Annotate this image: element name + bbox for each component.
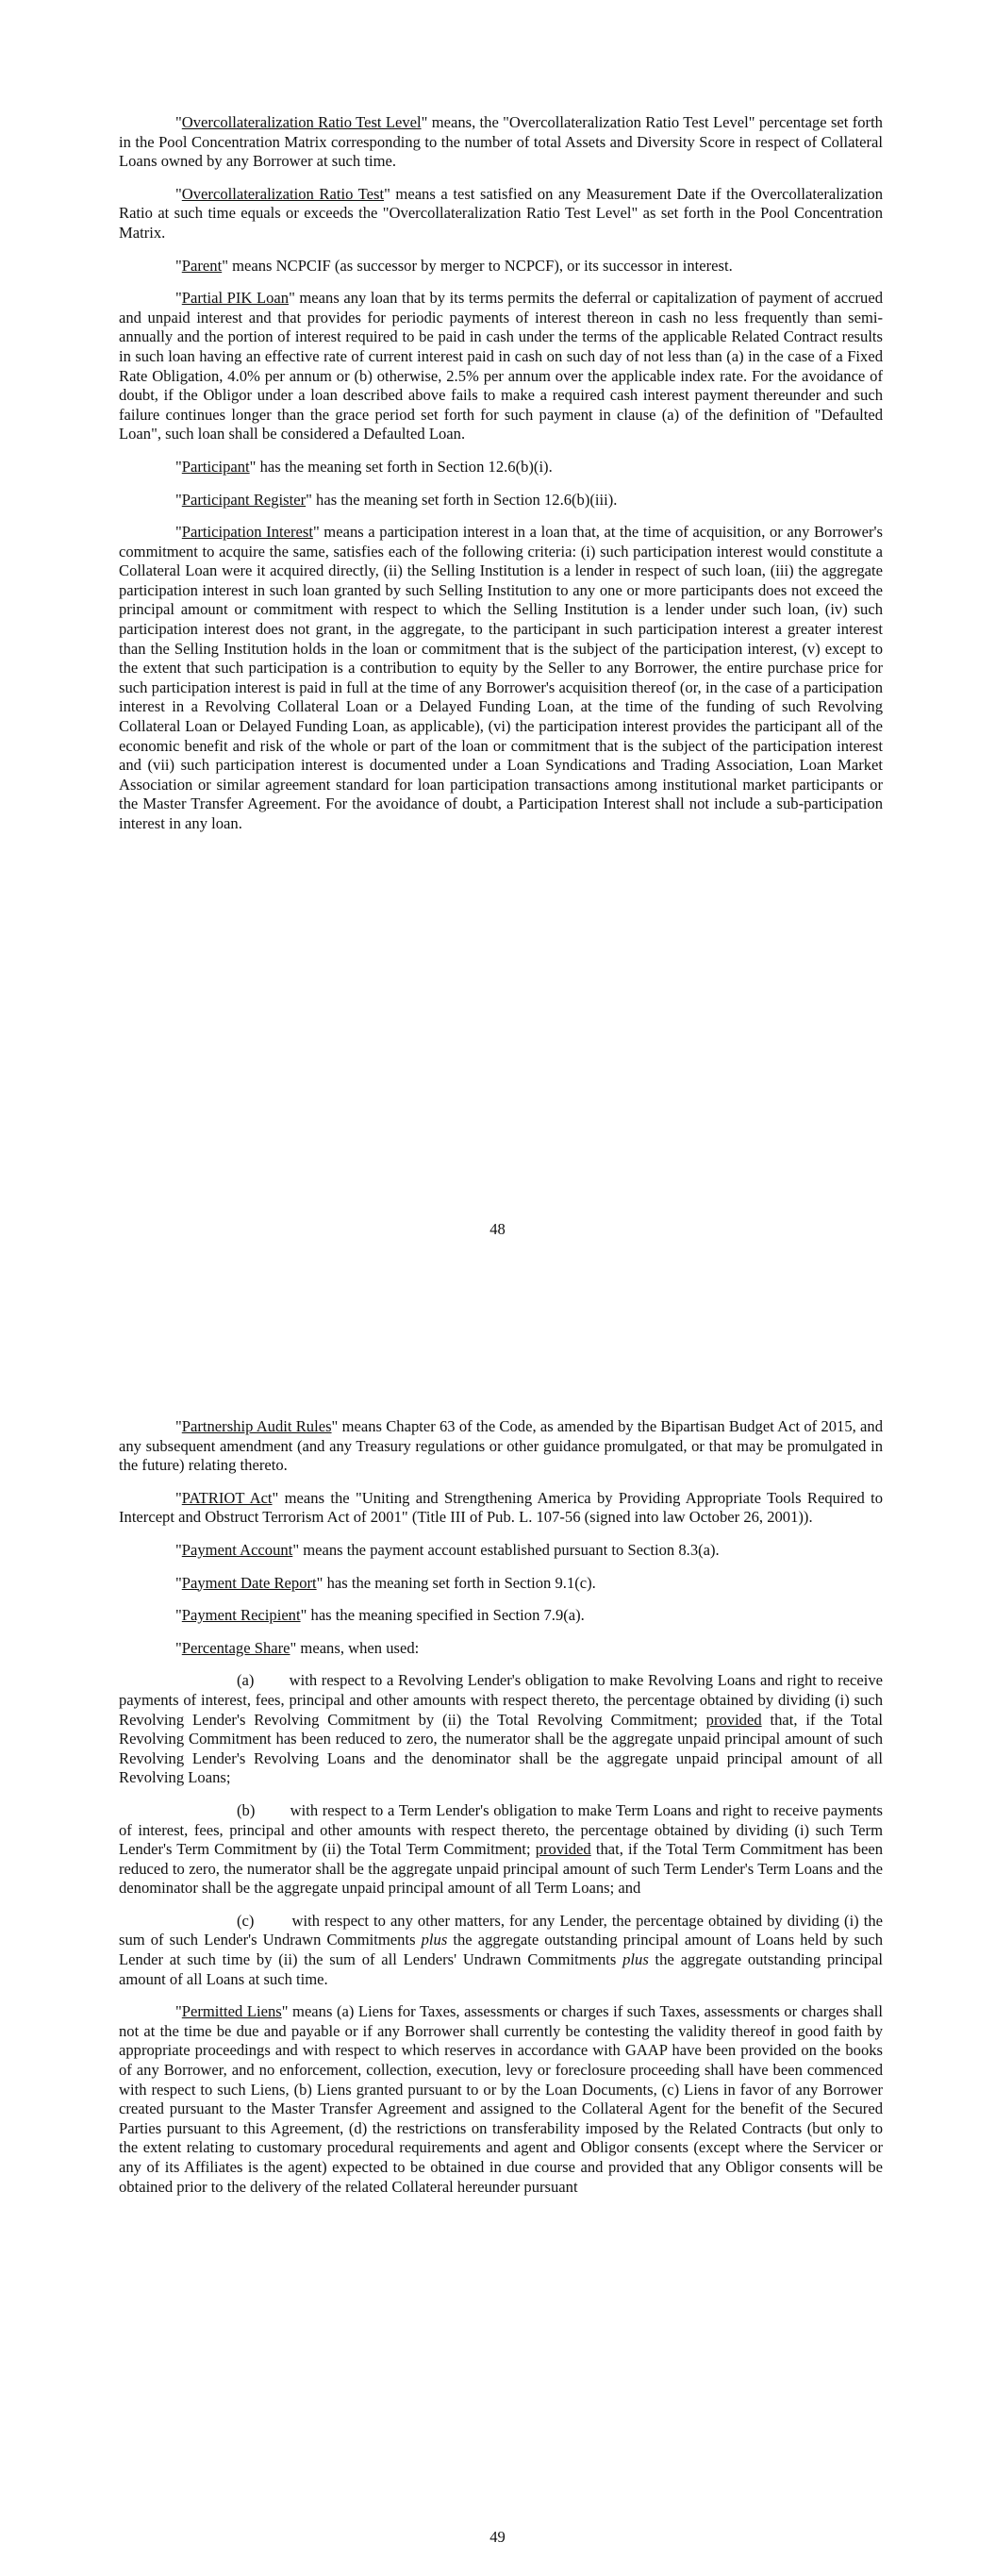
provided-term: provided (535, 1840, 591, 1859)
defined-term: Overcollateralization Ratio Test (181, 184, 385, 203)
definition-partial-pik-loan: "Partial PIK Loan" means any loan that by its terms permits the deferral or capitalization of payment of accrued and unpaid interest and that provides for periodic payments of interest thereon in cash no less frequently than semi-annually and the portion of interest required to be paid in cash under the terms of the applicable Related Contract results in such loan having an effective rate of current interest paid in cash on such day of not less than (a) in the case of a Fixed Rate Obligation, 4.0% per annum or (b) otherwise, 2.5% per annum over the applicable index rate. For the avoidance of doubt, if the Obligor under a loan described above fails to make a required cash interest payment thereunder and such failure continues longer than the grace period set forth for such payment in clause (a) of the definition of "Defaulted Loan", such loan shall be considered a Defaulted Loan. (119, 289, 883, 443)
definition-patriot-act: "PATRIOT Act" means the "Uniting and Strengthening America by Providing Appropriate Tools Required to Intercept and Obstruct Terrorism Act of 2001" (Title III of Pub. L. 107-56 (signed into law October 26, 2001)). (119, 1488, 883, 1527)
defined-term: Participation Interest (181, 523, 313, 542)
provided-term: provided (705, 1710, 762, 1729)
definition-overcollateralization-ratio-test: "Overcollateralization Ratio Test" means a test satisfied on any Measurement Date if the Overcollateralization Ratio at such time equals or exceeds the "Overcollateralization Ratio Test Level" as set forth in the Pool Concentration Matrix. (119, 184, 883, 242)
defined-term: Overcollateralization Ratio Test Level (181, 113, 422, 131)
plus-term: plus (421, 1931, 448, 1949)
defined-term: Payment Account (181, 1540, 293, 1559)
percentage-share-clause-b: (b) with respect to a Term Lender's obligation to make Term Loans and right to receive payments of interest, fees, principal and other amounts with respect thereto, the percentage obtained by dividing (i) such Term Lender's Term Commitment by (ii) the Total Term Commitment; provided that, if the Total Term Commitment has been reduced to zero, the numerator shall be the aggregate unpaid principal amount of such Term Lender's Term Loans and the denominator shall be the aggregate unpaid principal amount of all Term Loans; and (119, 1800, 884, 1898)
definition-payment-recipient: "Payment Recipient" has the meaning specified in Section 7.9(a). (175, 1606, 585, 1625)
definition-participant: "Participant" has the meaning set forth in Section 12.6(b)(i). (175, 457, 553, 476)
defined-term: Participant Register (181, 490, 307, 509)
defined-term: Parent (181, 256, 223, 275)
defined-term: Partnership Audit Rules (181, 1417, 332, 1435)
defined-term: Payment Recipient (181, 1606, 301, 1625)
percentage-share-clause-a: (a) with respect to a Revolving Lender's obligation to make Revolving Loans and right to receive payments of interest, fees, principal and other amounts with respect thereto, the percentage obtained by dividing (i) such Revolving Lender's Revolving Commitment by (ii) the Total Revolving Commitment; provided that, if the Total Revolving Commitment has been reduced to zero, the numerator shall be the aggregate unpaid principal amount of such Revolving Lender's Revolving Loans and the denominator shall be the aggregate unpaid principal amount of all Revolving Loans; (119, 1671, 884, 1787)
definition-permitted-liens: "Permitted Liens" means (a) Liens for Taxes, assessments or charges if such Taxes, assessments or charges shall not at the time be due and payable or if any Borrower shall currently be contesting the validity thereof in good faith by appropriate proceedings and with respect to which reserves in accordance with GAAP have been provided on the books of any Borrower, and no enforcement, collection, execution, levy or foreclosure proceeding shall have been commenced with respect to such Liens, (b) Liens granted pursuant to or by the Loan Documents, (c) Liens in favor of any Borrower created pursuant to the Master Transfer Agreement and assigned to the Collateral Agent for the benefit of the Secured Parties pursuant to this Agreement, (d) the restrictions on transferability imposed by the Related Contracts (but only to the extent relating to customary procedural requirements and agent and Obligor consents (except where the Servicer or any of its Affiliates is the agent) expected to be obtained in due course and provided that any Obligor consents will be obtained prior to the delivery of the related Collateral hereunder pursuant (119, 2002, 883, 2196)
plus-term: plus (622, 1950, 649, 1969)
definition-payment-account: "Payment Account" means the payment account established pursuant to Section 8.3(a). (175, 1540, 720, 1559)
percentage-share-clause-c: (c) with respect to any other matters, for any Lender, the percentage obtained by dividing (i) the sum of such Lender's Undrawn Commitments plus the aggregate outstanding principal amount of Loans held by such Lender at such time by (ii) the sum of all Lenders' Undrawn Commitments plus the aggregate outstanding principal amount of all Loans at such time. (119, 1911, 883, 1988)
page-48 (119, 113, 883, 847)
page-number: 48 (489, 1220, 506, 1238)
defined-term: PATRIOT Act (181, 1488, 273, 1507)
definition-participant-register: "Participant Register" has the meaning set forth in Section 12.6(b)(iii). (175, 490, 618, 509)
defined-term: Percentage Share (181, 1638, 290, 1657)
defined-term: Participant (181, 457, 250, 476)
clause-label: (a) (237, 1671, 255, 1690)
defined-term: Permitted Liens (181, 2002, 282, 2021)
definition-participation-interest: "Participation Interest" means a participation interest in a loan that, at the time of acquisition, or any Borrower's commitment to acquire the same, satisfies each of the following criteria: (i) such participation interest would constitute a Collateral Loan were it acquired directly, (ii) the Selling Institution is a lender in respect of such loan, (iii) the aggregate participation interest in such loan granted by such Selling Institution to any one or more participants does not exceed the principal amount or commitment with respect to which the Selling Institution is a lender under such loan, (iv) such participation interest does not grant, in the aggregate, to the participant in such participation interest a greater interest than the Selling Institution holds in the loan or commitment that is the subject of the participation interest, (v) except to the extent that such participation is a contribution to equity by the Seller to any Borrower, the entire purchase price for such participation interest is paid in full at the time of any Borrower's acquisition thereof (or, in the case of a participation interest in a Revolving Collateral Loan or a Delayed Funding Loan, at the time of the funding of such Revolving Collateral Loan or Delayed Funding Loan, as applicable), (vi) the participation interest provides the participant all of the economic benefit and risk of the whole or part of the loan or commitment that is the subject of the participation interest and (vii) such participation interest is documented under a Loan Syndications and Trading Association, Loan Market Association or similar agreement standard for loan participation transactions among institutional market participants or the Master Transfer Agreement. For the avoidance of doubt, a Participation Interest shall not include a sub-participation interest in any loan. (119, 523, 883, 832)
definition-parent: "Parent" means NCPCIF (as successor by merger to NCPCF), or its successor in interest. (175, 256, 733, 275)
definition-percentage-share: "Percentage Share" means, when used: (175, 1638, 420, 1657)
defined-term: Payment Date Report (181, 1573, 317, 1592)
clause-label: (c) (237, 1911, 255, 1930)
page-49 (119, 1417, 883, 2210)
definition-partnership-audit-rules: "Partnership Audit Rules" means Chapter 63 of the Code, as amended by the Bipartisan Budget Act of 2015, and any subsequent amendment (and any Treasury regulations or other guidance promulgated, or that may be promulgated in the future) relating thereto. (119, 1417, 883, 1475)
definition-overcollateralization-ratio-test-level: "Overcollateralization Ratio Test Level" means, the "Overcollateralization Ratio Test Level" percentage set forth in the Pool Concentration Matrix corresponding to the number of total Assets and Diversity Score in respect of Collateral Loans owned by any Borrower at such time. (119, 113, 883, 171)
defined-term: Partial PIK Loan (181, 289, 290, 308)
definition-payment-date-report: "Payment Date Report" has the meaning set forth in Section 9.1(c). (175, 1573, 596, 1592)
clause-label: (b) (237, 1800, 256, 1819)
page-number: 49 (489, 2528, 506, 2546)
